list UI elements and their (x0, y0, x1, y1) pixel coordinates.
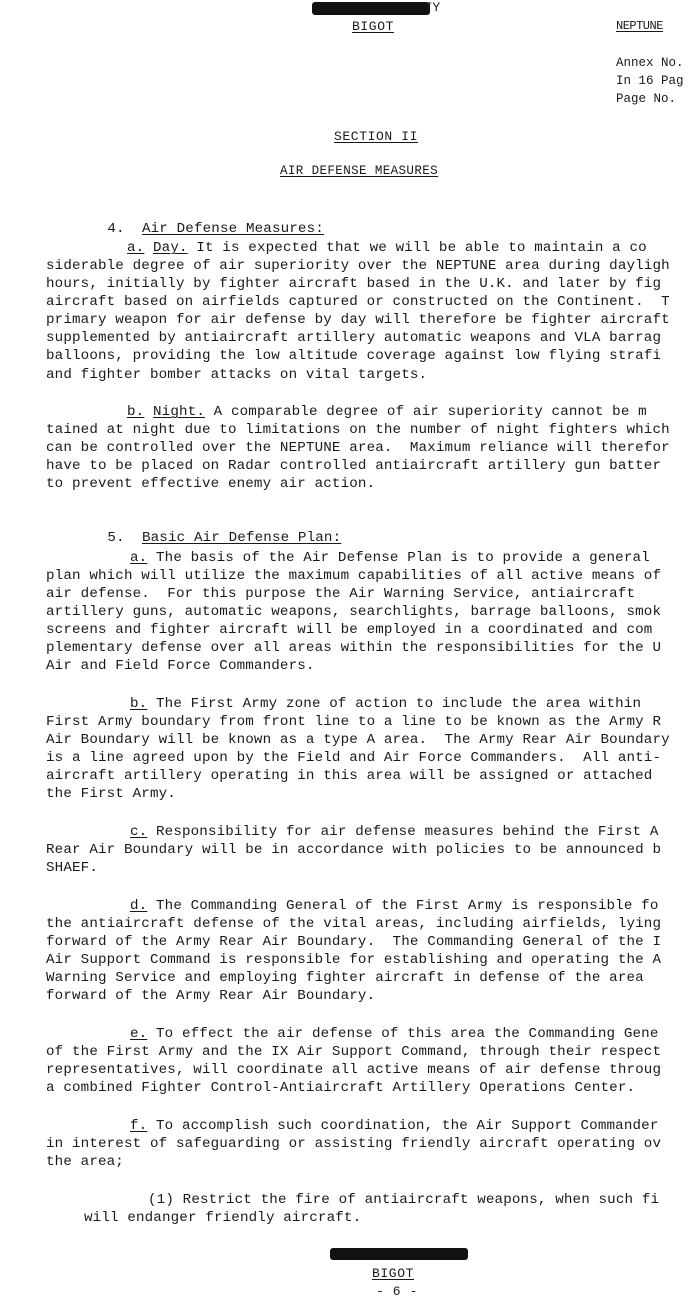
paragraph-5f-line: in interest of safeguarding or assisting friendly aircraft operating ov (46, 1136, 662, 1152)
paragraph-4a-first-line: a. Day. It is expected that we will be able to maintain a co (127, 240, 647, 256)
paragraph-5b-first-line: b. The First Army zone of action to include the area within (130, 696, 642, 712)
codeword-top: BIGOT (352, 19, 395, 34)
paragraph-4a-line: and fighter bomber attacks on vital targets. (46, 367, 428, 383)
paragraph-4b-line: tained at night due to limitations on the number of night fighters which (46, 422, 670, 438)
paragraph-5a-line: screens and fighter aircraft will be employed in a coordinated and com (46, 622, 653, 638)
subparagraph-5f1-line: will endanger friendly aircraft. (84, 1210, 362, 1226)
classification-fragment: TY (424, 0, 441, 15)
paragraph-4b-line: have to be placed on Radar controlled antiaircraft artillery gun batter (46, 458, 662, 474)
paragraph-5f-label: f. (130, 1118, 148, 1134)
item-5-heading (90, 513, 341, 547)
subparagraph-5f1-first-line: (1) Restrict the fire of antiaircraft weapons, when such fi (148, 1192, 660, 1208)
paragraph-5a-line: plementary defense over all areas within the responsibilities for the U (46, 640, 662, 656)
redaction-bar-bottom (330, 1248, 468, 1260)
annex-line-3: Page No. (616, 92, 677, 106)
paragraph-5f-first-line: f. To accomplish such coordination, the Air Support Commander (130, 1118, 659, 1134)
paragraph-5a-line: artillery guns, automatic weapons, searchlights, barrage balloons, smok (46, 604, 662, 620)
paragraph-4a-title: Day. (153, 240, 188, 256)
operation-name: NEPTUNE (616, 19, 663, 33)
paragraph-5e-label: e. (130, 1026, 148, 1042)
paragraph-4b-title: Night. (153, 404, 205, 420)
paragraph-5d-line: forward of the Army Rear Air Boundary. (46, 988, 376, 1004)
paragraph-5b-line: aircraft artillery operating in this area will be assigned or attached (46, 768, 653, 784)
paragraph-5a-first-line: a. The basis of the Air Defense Plan is to provide a general (130, 550, 650, 566)
paragraph-4a-label: a. (127, 240, 145, 256)
item-5-number: 5. (107, 530, 125, 546)
paragraph-5b-line: is a line agreed upon by the Field and Air Force Commanders. All anti- (46, 750, 662, 766)
codeword-bottom: BIGOT (372, 1266, 415, 1281)
page-number: - 6 - (376, 1284, 419, 1299)
paragraph-4a-line: balloons, providing the low altitude coverage against low flying strafi (46, 348, 662, 364)
paragraph-5b-line: the First Army. (46, 786, 176, 802)
paragraph-5b-label: b. (130, 696, 148, 712)
paragraph-5f-line: the area; (46, 1154, 124, 1170)
paragraph-5a-label: a. (130, 550, 148, 566)
paragraph-4a-line: siderable degree of air superiority over the NEPTUNE area during dayligh (46, 258, 670, 274)
paragraph-5d-label: d. (130, 898, 148, 914)
paragraph-5b-line: First Army boundary from front line to a line to be known as the Army R (46, 714, 662, 730)
paragraph-4a-line: supplemented by antiaircraft artillery automatic weapons and VLA barrag (46, 330, 662, 346)
paragraph-5c-label: c. (130, 824, 148, 840)
paragraph-5b-line: Air Boundary will be known as a type A area. The Army Rear Air Boundary (46, 732, 670, 748)
item-4-heading (90, 204, 324, 238)
paragraph-5d-line: Air Support Command is responsible for establishing and operating the A (46, 952, 662, 968)
redaction-bar-top (312, 2, 430, 15)
paragraph-5a-line: air defense. For this purpose the Air Warning Service, antiaircraft (46, 586, 636, 602)
paragraph-4b-label: b. (127, 404, 145, 420)
paragraph-5c-line: Rear Air Boundary will be in accordance with policies to be announced b (46, 842, 662, 858)
paragraph-5e-line: of the First Army and the IX Air Support Command, through their respect (46, 1044, 662, 1060)
annex-line-1: Annex No. (616, 56, 684, 70)
annex-line-2: In 16 Pag (616, 74, 684, 88)
section-subtitle: AIR DEFENSE MEASURES (280, 164, 439, 178)
paragraph-5d-line: the antiaircraft defense of the vital areas, including airfields, lying (46, 916, 662, 932)
paragraph-5a-line: Air and Field Force Commanders. (46, 658, 315, 674)
paragraph-4a-line: hours, initially by fighter aircraft based in the U.K. and later by fig (46, 276, 662, 292)
item-4-number: 4. (107, 221, 125, 237)
paragraph-5d-line: forward of the Army Rear Air Boundary. The Commanding General of the I (46, 934, 662, 950)
paragraph-5d-line: Warning Service and employing fighter aircraft in defense of the area (46, 970, 644, 986)
paragraph-4a-line: aircraft based on airfields captured or constructed on the Continent. T (46, 294, 670, 310)
paragraph-4b-first-line: b. Night. A comparable degree of air superiority cannot be m (127, 404, 647, 420)
paragraph-4b-line: to prevent effective enemy air action. (46, 476, 376, 492)
paragraph-5a-line: plan which will utilize the maximum capabilities of all active means of (46, 568, 662, 584)
paragraph-4a-line: primary weapon for air defense by day will therefore be fighter aircraft (46, 312, 670, 328)
item-4-title: Air Defense Measures: (141, 221, 324, 237)
paragraph-5e-line: representatives, will coordinate all active means of air defense throug (46, 1062, 662, 1078)
paragraph-5e-line: a combined Fighter Control-Antiaircraft Artillery Operations Center. (46, 1080, 636, 1096)
paragraph-5c-line: SHAEF. (46, 860, 98, 876)
paragraph-4b-line: can be controlled over the NEPTUNE area. Maximum reliance will therefor (46, 440, 670, 456)
section-title: SECTION II (334, 129, 419, 144)
paragraph-5d-first-line: d. The Commanding General of the First Army is responsible fo (130, 898, 659, 914)
item-5-title: Basic Air Defense Plan: (141, 530, 342, 546)
paragraph-5c-first-line: c. Responsibility for air defense measures behind the First A (130, 824, 659, 840)
paragraph-5e-first-line: e. To effect the air defense of this area the Commanding Gene (130, 1026, 659, 1042)
